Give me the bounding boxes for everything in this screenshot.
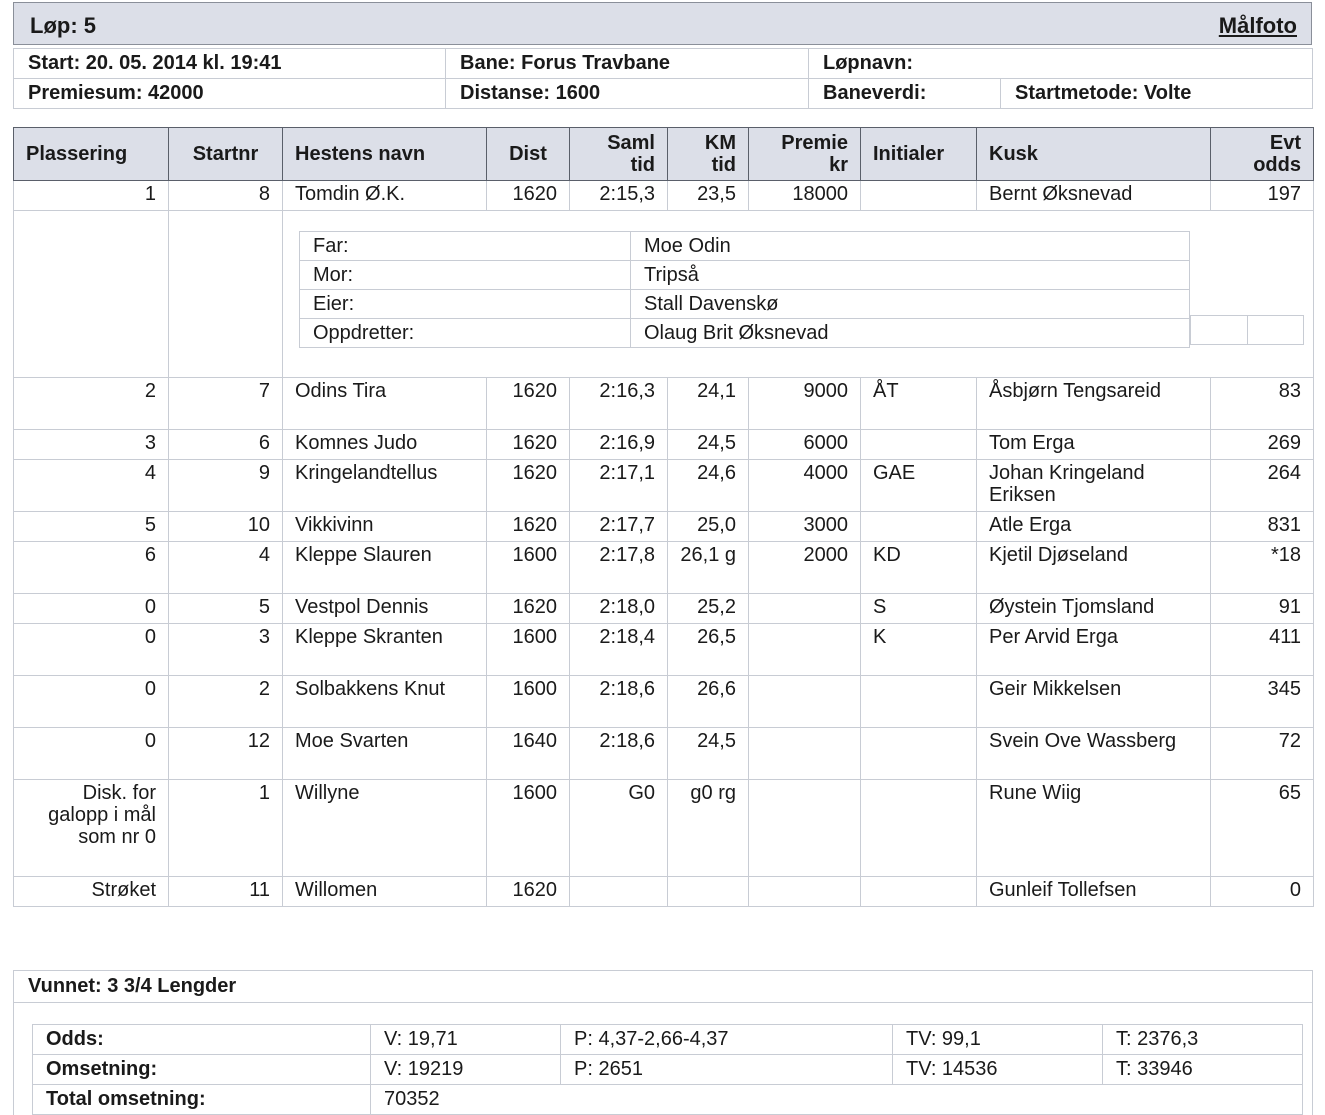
initials-cell: S: [861, 594, 977, 624]
initials-cell: KD: [861, 542, 977, 594]
col-total-time[interactable]: Saml tid: [570, 128, 668, 181]
startnr-cell: 7: [169, 378, 283, 430]
purse: Premiesum: 42000: [14, 79, 446, 109]
km-time-cell: 24,5: [668, 728, 749, 780]
dist-cell: 1620: [487, 594, 570, 624]
winning-margin: Vunnet: 3 3/4 Lengder: [28, 975, 237, 997]
start-method: Startmetode: Volte: [1001, 79, 1313, 109]
pedigree-label: Oppdretter:: [300, 319, 631, 348]
prize-cell: [749, 676, 861, 728]
odds-row: [33, 1025, 1303, 1055]
result-row: [14, 877, 1314, 907]
pedigree-item: [300, 261, 1190, 290]
result-row: [14, 512, 1314, 542]
col-placing[interactable]: Plassering: [14, 128, 169, 181]
driver-cell: Atle Erga: [977, 512, 1211, 542]
col-horse[interactable]: Hestens navn: [283, 128, 487, 181]
total-time-cell: 2:16,9: [570, 430, 668, 460]
odds-table: [32, 1024, 1303, 1115]
odds-cell: 345: [1211, 676, 1314, 728]
dist-cell: 1620: [487, 181, 570, 211]
prize-cell: 9000: [749, 378, 861, 430]
pedigree-value: Stall Davenskø: [631, 290, 1190, 319]
placing-cell: 0: [14, 676, 169, 728]
driver-cell: Åsbjørn Tengsareid: [977, 378, 1211, 430]
pedigree-item: [300, 290, 1190, 319]
dist-cell: 1640: [487, 728, 570, 780]
odds-tv: TV: 99,1: [893, 1025, 1103, 1055]
result-row: [14, 378, 1314, 430]
odds-cell: 831: [1211, 512, 1314, 542]
col-km-time[interactable]: KM tid: [668, 128, 749, 181]
odds-p: P: 4,37-2,66-4,37: [561, 1025, 893, 1055]
info-row: [14, 79, 1313, 109]
dist-cell: 1620: [487, 877, 570, 907]
placing-cell: 1: [14, 181, 169, 211]
odds-cell: 264: [1211, 460, 1314, 512]
dist-cell: 1600: [487, 542, 570, 594]
dist-cell: 1600: [487, 624, 570, 676]
horse-name-cell: Vikkivinn: [283, 512, 487, 542]
initials-cell: [861, 877, 977, 907]
prize-cell: [749, 624, 861, 676]
driver-cell: Øystein Tjomsland: [977, 594, 1211, 624]
horse-name-cell: Solbakkens Knut: [283, 676, 487, 728]
result-row: [14, 460, 1314, 512]
placing-cell: 0: [14, 594, 169, 624]
odds-cell: 91: [1211, 594, 1314, 624]
total-time-cell: 2:18,6: [570, 676, 668, 728]
total-time-cell: 2:15,3: [570, 181, 668, 211]
initials-cell: [861, 780, 977, 877]
result-row: [14, 676, 1314, 728]
empty-box: [1190, 315, 1304, 345]
prize-cell: 4000: [749, 460, 861, 512]
initials-cell: ÅT: [861, 378, 977, 430]
driver-cell: Bernt Øksnevad: [977, 181, 1211, 211]
odds-v: V: 19,71: [371, 1025, 561, 1055]
driver-cell: Rune Wiig: [977, 780, 1211, 877]
turnover-label: Omsetning:: [33, 1055, 371, 1085]
prize-cell: [749, 877, 861, 907]
initials-cell: [861, 728, 977, 780]
prize-cell: 2000: [749, 542, 861, 594]
horse-name-cell: Willyne: [283, 780, 487, 877]
startnr-cell: 11: [169, 877, 283, 907]
startnr-cell: 8: [169, 181, 283, 211]
driver-cell: Johan Kringeland Eriksen: [977, 460, 1211, 512]
horse-name-cell: Kleppe Skranten: [283, 624, 487, 676]
dist-cell: 1600: [487, 676, 570, 728]
total-turnover-label: Total omsetning:: [33, 1085, 371, 1115]
placing-cell: 5: [14, 512, 169, 542]
total-time-cell: 2:18,0: [570, 594, 668, 624]
col-initials[interactable]: Initialer: [861, 128, 977, 181]
horse-name-cell: Willomen: [283, 877, 487, 907]
track-name: Bane: Forus Travbane: [446, 49, 809, 79]
driver-cell: Tom Erga: [977, 430, 1211, 460]
horse-name-cell: Odins Tira: [283, 378, 487, 430]
pedigree-label: Eier:: [300, 290, 631, 319]
initials-cell: [861, 430, 977, 460]
total-time-cell: 2:17,1: [570, 460, 668, 512]
pedigree-value: Moe Odin: [631, 232, 1190, 261]
km-time-cell: 23,5: [668, 181, 749, 211]
startnr-cell: 4: [169, 542, 283, 594]
odds-t: T: 2376,3: [1103, 1025, 1303, 1055]
odds-cell: *18: [1211, 542, 1314, 594]
km-time-cell: 26,6: [668, 676, 749, 728]
total-time-cell: 2:17,8: [570, 542, 668, 594]
pedigree-value: Olaug Brit Øksnevad: [631, 319, 1190, 348]
prize-cell: 6000: [749, 430, 861, 460]
km-time-cell: 26,1 g: [668, 542, 749, 594]
odds-cell: 411: [1211, 624, 1314, 676]
pedigree-table: [299, 231, 1190, 348]
result-row: [14, 542, 1314, 594]
turnover-row: [33, 1055, 1303, 1085]
horse-name-cell: Kringelandtellus: [283, 460, 487, 512]
placing-cell: Strøket: [14, 877, 169, 907]
dist-cell: 1620: [487, 430, 570, 460]
placing-cell: 0: [14, 624, 169, 676]
dist-cell: 1600: [487, 780, 570, 877]
prize-cell: 18000: [749, 181, 861, 211]
total-turnover-value: 70352: [371, 1085, 1303, 1115]
km-time-cell: 24,5: [668, 430, 749, 460]
driver-cell: Gunleif Tollefsen: [977, 877, 1211, 907]
km-time-cell: 26,5: [668, 624, 749, 676]
info-row: [14, 49, 1313, 79]
startnr-cell: 2: [169, 676, 283, 728]
km-time-cell: 24,1: [668, 378, 749, 430]
total-turnover-row: [33, 1085, 1303, 1115]
turnover-p: P: 2651: [561, 1055, 893, 1085]
total-time-cell: G0: [570, 780, 668, 877]
placing-cell: 6: [14, 542, 169, 594]
prize-cell: [749, 594, 861, 624]
km-time-cell: g0 rg: [668, 780, 749, 877]
track-value: Baneverdi:: [809, 79, 1001, 109]
total-time-cell: 2:18,6: [570, 728, 668, 780]
pedigree-value: Tripså: [631, 261, 1190, 290]
driver-cell: Kjetil Djøseland: [977, 542, 1211, 594]
distance: Distanse: 1600: [446, 79, 809, 109]
total-time-cell: [570, 877, 668, 907]
result-row: [14, 181, 1314, 211]
pedigree-cell: [283, 211, 1314, 378]
startnr-cell: 12: [169, 728, 283, 780]
prize-cell: 3000: [749, 512, 861, 542]
km-time-cell: [668, 877, 749, 907]
horse-name-cell: Moe Svarten: [283, 728, 487, 780]
dist-cell: 1620: [487, 460, 570, 512]
initials-cell: K: [861, 624, 977, 676]
initials-cell: [861, 512, 977, 542]
pedigree-item: [300, 232, 1190, 261]
total-time-cell: 2:17,7: [570, 512, 668, 542]
placing-cell: 2: [14, 378, 169, 430]
turnover-v: V: 19219: [371, 1055, 561, 1085]
horse-name-cell: Tomdin Ø.K.: [283, 181, 487, 211]
race-header: [13, 2, 1312, 45]
placing-cell: 4: [14, 460, 169, 512]
km-time-cell: 25,2: [668, 594, 749, 624]
initials-cell: [861, 676, 977, 728]
result-row: [14, 430, 1314, 460]
pedigree-row: [14, 211, 1314, 378]
startnr-cell: 9: [169, 460, 283, 512]
placing-cell: 0: [14, 728, 169, 780]
horse-name-cell: Komnes Judo: [283, 430, 487, 460]
col-driver[interactable]: Kusk: [977, 128, 1211, 181]
dist-cell: 1620: [487, 378, 570, 430]
pedigree-label: Mor:: [300, 261, 631, 290]
horse-name-cell: Kleppe Slauren: [283, 542, 487, 594]
placing-cell: 3: [14, 430, 169, 460]
prize-cell: [749, 780, 861, 877]
result-row: [14, 594, 1314, 624]
results-header-row: [14, 128, 1314, 181]
odds-label: Odds:: [33, 1025, 371, 1055]
driver-cell: Svein Ove Wassberg: [977, 728, 1211, 780]
km-time-cell: 24,6: [668, 460, 749, 512]
startnr-cell: 10: [169, 512, 283, 542]
start-time: Start: 20. 05. 2014 kl. 19:41: [14, 49, 446, 79]
driver-cell: Per Arvid Erga: [977, 624, 1211, 676]
placing-cell: Disk. for galopp i mål som nr 0: [14, 780, 169, 877]
startnr-cell: 1: [169, 780, 283, 877]
race-number: Løp: 5: [30, 13, 96, 38]
odds-cell: 72: [1211, 728, 1314, 780]
turnover-t: T: 33946: [1103, 1055, 1303, 1085]
divider: [14, 1002, 1312, 1003]
odds-cell: 83: [1211, 378, 1314, 430]
results-table: [13, 127, 1314, 907]
odds-cell: 197: [1211, 181, 1314, 211]
race-summary: [13, 970, 1313, 1115]
odds-cell: 0: [1211, 877, 1314, 907]
col-odds[interactable]: Evt odds: [1211, 128, 1314, 181]
turnover-tv: TV: 14536: [893, 1055, 1103, 1085]
startnr-cell: 5: [169, 594, 283, 624]
horse-name-cell: Vestpol Dennis: [283, 594, 487, 624]
race-info-table: [13, 48, 1313, 109]
result-row: [14, 624, 1314, 676]
result-row: [14, 728, 1314, 780]
odds-cell: 65: [1211, 780, 1314, 877]
photo-finish-link[interactable]: Målfoto: [1218, 13, 1297, 38]
result-row: [14, 780, 1314, 877]
prize-cell: [749, 728, 861, 780]
initials-cell: GAE: [861, 460, 977, 512]
dist-cell: 1620: [487, 512, 570, 542]
km-time-cell: 25,0: [668, 512, 749, 542]
odds-cell: 269: [1211, 430, 1314, 460]
pedigree-item: [300, 319, 1190, 348]
initials-cell: [861, 181, 977, 211]
driver-cell: Geir Mikkelsen: [977, 676, 1211, 728]
startnr-cell: 6: [169, 430, 283, 460]
pedigree-label: Far:: [300, 232, 631, 261]
col-startnr[interactable]: Startnr: [169, 128, 283, 181]
total-time-cell: 2:16,3: [570, 378, 668, 430]
total-time-cell: 2:18,4: [570, 624, 668, 676]
col-prize[interactable]: Premie kr: [749, 128, 861, 181]
race-name: Løpnavn:: [809, 49, 1313, 79]
col-dist[interactable]: Dist: [487, 128, 570, 181]
startnr-cell: 3: [169, 624, 283, 676]
